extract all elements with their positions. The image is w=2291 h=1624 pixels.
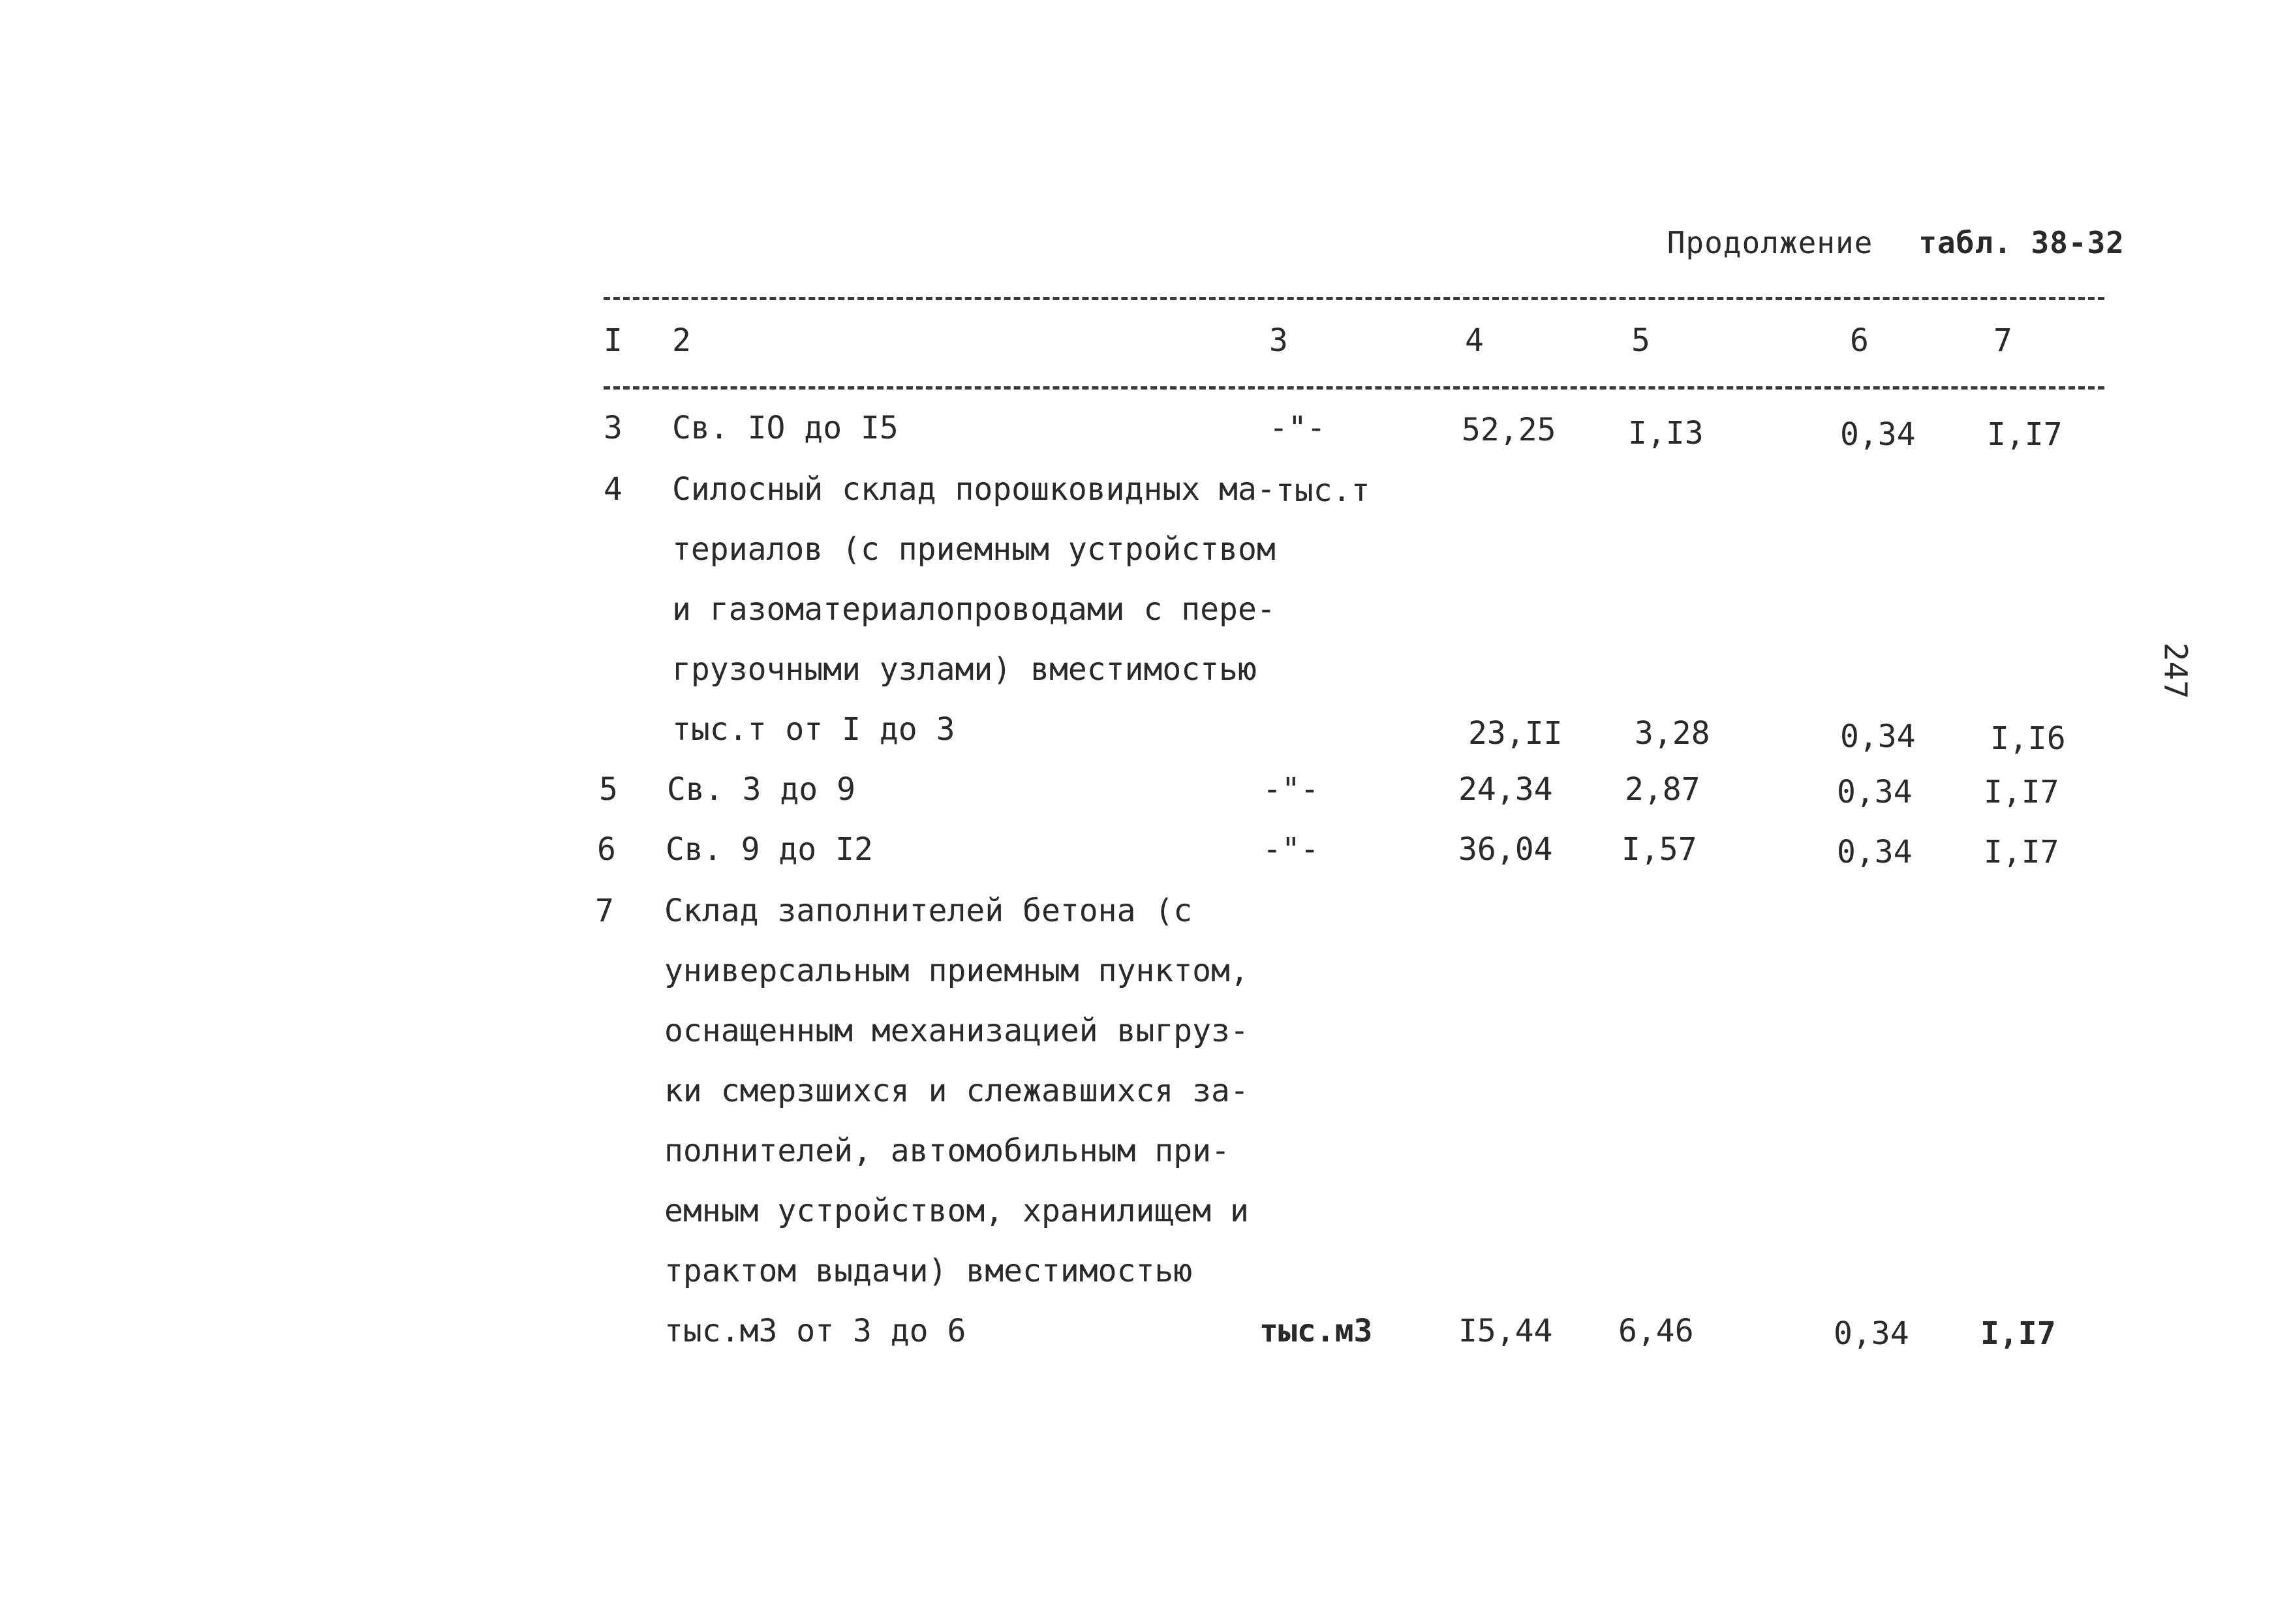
row-description-line: Св. IO до I5 xyxy=(672,410,899,446)
header-col-7: 7 xyxy=(1993,322,2012,359)
row-col-5: 6,46 xyxy=(1618,1313,1694,1349)
row-description-line: грузочными узлами) вместимостью xyxy=(672,651,1257,688)
row-description-line: Силосный склад порошковидных ма- xyxy=(672,471,1276,508)
row-col-4: 36,04 xyxy=(1458,831,1553,868)
table-top-rule xyxy=(604,297,2104,300)
row-description-line: полнителей, автомобильным при- xyxy=(664,1133,1230,1169)
row-col-5: I,I3 xyxy=(1628,415,1704,452)
row-number: 4 xyxy=(604,471,623,508)
row-col-4: 24,34 xyxy=(1458,771,1553,808)
row-unit: -"- xyxy=(1263,771,1319,808)
row-col-7: I,I7 xyxy=(1984,774,2059,810)
header-col-2: 2 xyxy=(672,322,691,359)
row-col-6: 0,34 xyxy=(1837,834,1913,870)
row-number: 3 xyxy=(604,410,623,446)
row-col-7: I,I7 xyxy=(1984,834,2059,870)
row-col-6: 0,34 xyxy=(1837,774,1913,810)
row-description-line: Св. 9 до I2 xyxy=(666,831,873,868)
row-description-line: териалов (с приемным устройством xyxy=(672,531,1276,568)
header-col-4: 4 xyxy=(1465,322,1484,359)
caption-table-ref: табл. 38-32 xyxy=(1918,225,2125,260)
row-col-4: 23,II xyxy=(1468,715,1563,752)
row-description-line: емным устройством, хранилищем и xyxy=(664,1193,1249,1229)
row-description-line: тыс.м3 от 3 до 6 xyxy=(664,1313,966,1349)
header-col-3: 3 xyxy=(1269,322,1288,359)
row-col-5: 2,87 xyxy=(1625,771,1700,808)
row-col-6: 0,34 xyxy=(1834,1315,1909,1352)
row-number: 5 xyxy=(599,771,618,808)
header-col-6: 6 xyxy=(1850,322,1869,359)
row-description-line: Склад заполнителей бетона (с xyxy=(664,893,1193,929)
row-col-7: I,I7 xyxy=(1987,416,2063,453)
row-col-7: I,I7 xyxy=(1980,1315,2056,1352)
row-col-6: 0,34 xyxy=(1840,718,1916,755)
row-description-line: оснащенным механизацией выгруз- xyxy=(664,1013,1249,1049)
row-description-line: трактом выдачи) вместимостью xyxy=(664,1253,1193,1289)
row-unit: -"- xyxy=(1269,410,1326,446)
table-header-rule xyxy=(604,386,2104,390)
row-col-4: 52,25 xyxy=(1462,412,1556,448)
row-col-5: 3,28 xyxy=(1635,715,1710,752)
row-unit: тыс.т xyxy=(1276,472,1370,509)
row-description-line: ки смерзшихся и слежавшихся за- xyxy=(664,1073,1249,1109)
row-description-line: универсальным приемным пунктом, xyxy=(664,953,1249,989)
row-description-line: и газоматериалопроводами с пере- xyxy=(672,591,1276,628)
row-col-7: I,I6 xyxy=(1990,720,2066,757)
row-col-4: I5,44 xyxy=(1458,1313,1553,1349)
header-col-1: I xyxy=(604,322,623,359)
caption-continued: Продолжение xyxy=(1667,225,1873,260)
row-description-line: тыс.т от I до 3 xyxy=(672,711,955,748)
row-number: 6 xyxy=(597,831,616,868)
header-col-5: 5 xyxy=(1631,322,1650,359)
table-caption xyxy=(1667,225,2125,260)
row-unit: тыс.м3 xyxy=(1259,1313,1373,1349)
row-col-5: I,57 xyxy=(1622,831,1697,868)
row-number: 7 xyxy=(595,893,614,929)
row-col-6: 0,34 xyxy=(1840,416,1916,453)
row-unit: -"- xyxy=(1263,831,1319,868)
row-description-line: Св. 3 до 9 xyxy=(667,771,855,808)
page-number: 247 xyxy=(2157,642,2194,699)
